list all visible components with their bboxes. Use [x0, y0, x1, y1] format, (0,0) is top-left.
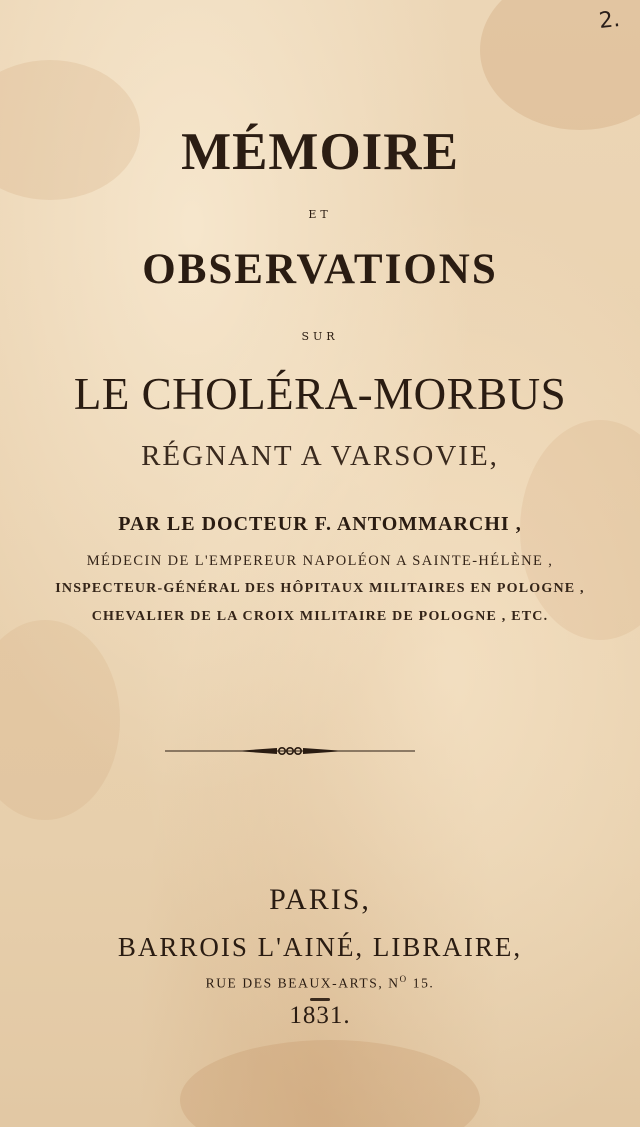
title-connector-sur: SUR: [301, 330, 339, 343]
author-credential: CHEVALIER DE LA CROIX MILITAIRE DE POLOGNE , ETC.: [91, 609, 549, 624]
imprint-address-street: RUE DES BEAUX-ARTS, N: [205, 975, 400, 991]
imprint-publisher: BARROIS L'AINÉ, LIBRAIRE,: [117, 932, 523, 962]
imprint-address-superscript: O: [399, 974, 408, 984]
imprint-address: [0, 974, 640, 992]
ornament-rule: [165, 744, 415, 758]
title-line-regnant: RÉGNANT A VARSOVIE,: [141, 440, 499, 472]
author-credential: INSPECTEUR-GÉNÉRAL DES HÔPITAUX MILITAIRES EN POLOGNE ,: [55, 581, 585, 596]
imprint-city: PARIS,: [269, 883, 371, 916]
title-line-memoire: MÉMOIRE: [181, 123, 459, 181]
title-connector-et: ET: [308, 208, 332, 221]
paper-stain: [180, 1040, 480, 1127]
paper-stain: [0, 620, 120, 820]
imprint-dash: [310, 998, 330, 1001]
title-line-observations: OBSERVATIONS: [142, 246, 498, 293]
author-credential: MÉDECIN DE L'EMPEREUR NAPOLÉON A SAINTE-HÉLÈNE ,: [86, 553, 554, 569]
imprint-year: 1831.: [289, 1002, 351, 1029]
imprint-address-number: 15.: [407, 975, 435, 991]
author-byline: PAR LE DOCTEUR F. ANTOMMARCHI ,: [118, 513, 522, 535]
title-line-cholera-morbus: LE CHOLÉRA-MORBUS: [73, 369, 567, 419]
shelfmark-number: 2.: [597, 6, 622, 35]
